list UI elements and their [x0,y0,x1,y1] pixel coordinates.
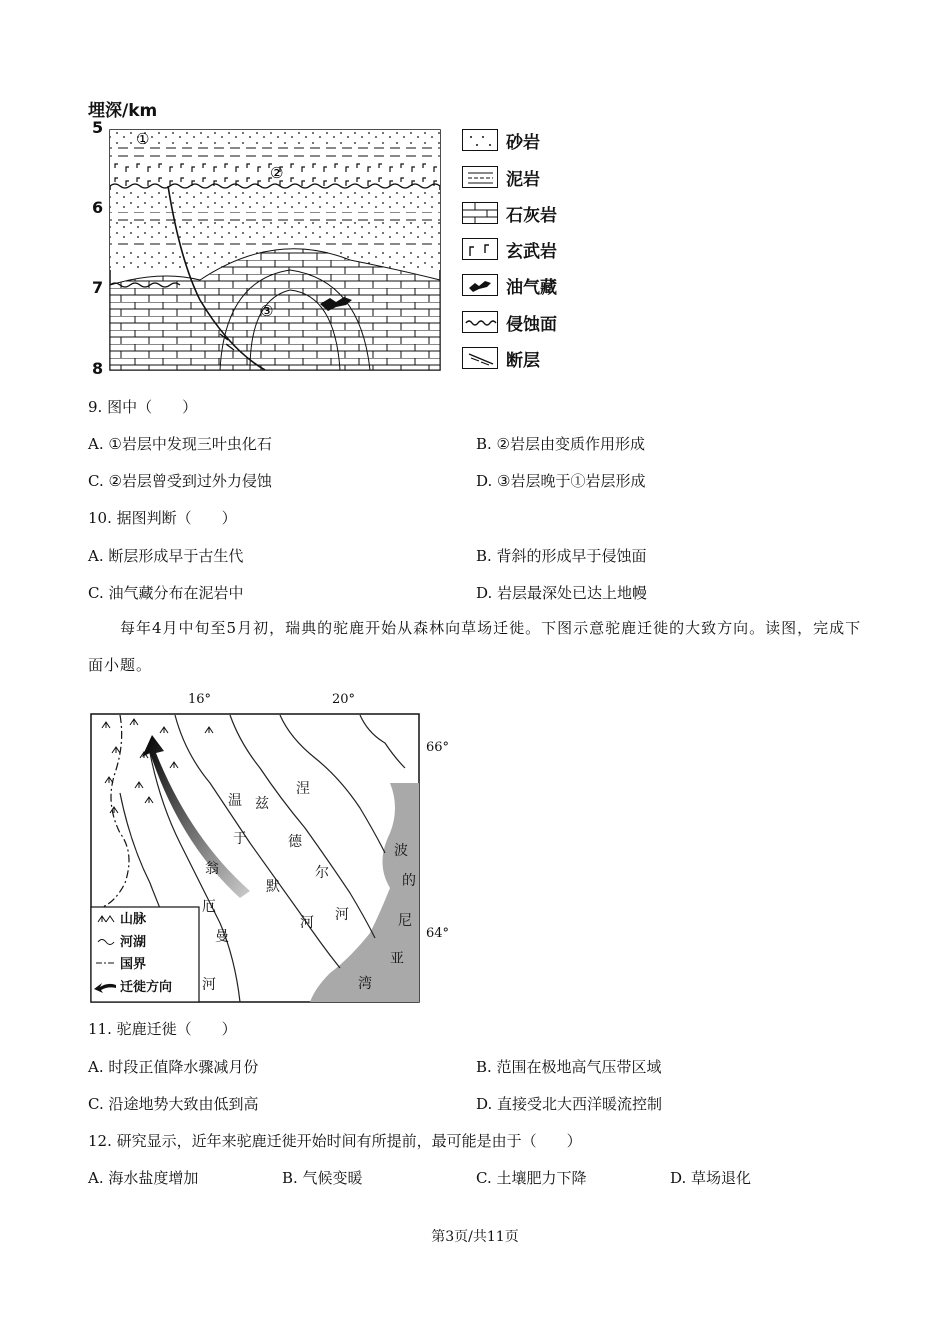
layer-marker-3: ③ [260,302,274,320]
question-11-stem: 11. 驼鹿迁徙（ ） [88,1020,237,1038]
legend-basalt [462,236,557,262]
depth-axis-title: 埋深/km [88,101,158,121]
river-char: 尔 [315,865,329,881]
lon-label-20: 20° [332,692,356,707]
question-12-option-d[interactable]: D. 草场退化 [670,1169,752,1187]
question-9-option-d[interactable]: D. ③岩层晚于①岩层形成 [476,472,646,490]
migration-map [90,713,420,1003]
river-char: 于 [233,831,247,847]
question-9-option-a[interactable]: A. ①岩层中发现三叶虫化石 [88,435,272,453]
question-10-option-c[interactable]: C. 油气藏分布在泥岩中 [88,584,244,602]
sea-char: 尼 [398,913,412,929]
sea-char: 湾 [358,976,372,992]
legend-label: 玄武岩 [506,241,557,262]
river-char: 兹 [255,796,269,812]
lon-label-16: 16° [188,692,212,707]
legend-erosion-surface [462,309,557,335]
depth-tick-8: 8 [92,359,104,378]
basalt-icon [462,238,498,260]
depth-tick-6: 6 [92,198,104,217]
sandstone-icon [462,129,498,151]
sea-char: 波 [394,843,408,859]
legend-label: 石灰岩 [506,205,557,226]
intro-paragraph: 每年4月中旬至5月初，瑞典的驼鹿开始从森林向草场迁徙。下图示意驼鹿迁徙的大致方向。读图，完成下面小题。 [88,619,862,674]
question-9-stem: 9. 图中（ ） [88,398,198,416]
question-10-stem: 10. 据图判断（ ） [88,509,237,527]
map-legend-label: 国界 [120,957,147,972]
map-legend-label: 迁徙方向 [120,980,173,995]
river-char: 河 [300,915,314,931]
question-11-option-c[interactable]: C. 沿途地势大致由低到高 [88,1095,259,1113]
river-char: 河 [202,977,216,993]
legend-label: 侵蚀面 [506,314,557,335]
depth-tick-7: 7 [92,278,104,297]
legend-fault [462,345,540,371]
question-11-option-a[interactable]: A. 时段正值降水骤减月份 [88,1058,259,1076]
fault-icon [462,347,498,369]
river-char: 涅 [296,781,310,797]
lat-label-66: 66° [426,740,450,755]
question-12-option-b[interactable]: B. 气候变暖 [282,1169,363,1187]
river-char: 默 [266,879,280,895]
river-char: 曼 [215,929,229,945]
sea-char: 的 [402,873,416,889]
legend-limestone [462,200,557,226]
limestone-icon [462,202,498,224]
legend-label: 砂岩 [506,132,540,153]
question-11-option-b[interactable]: B. 范围在极地高气压带区域 [476,1058,662,1076]
geology-section [100,120,450,380]
question-10-option-b[interactable]: B. 背斜的形成早于侵蚀面 [476,547,647,565]
question-12-option-c[interactable]: C. 土壤肥力下降 [476,1169,587,1187]
legend-label: 断层 [506,350,540,371]
legend-label: 油气藏 [506,277,557,298]
question-9-option-c[interactable]: C. ②岩层曾受到过外力侵蚀 [88,472,272,490]
lat-label-64: 64° [426,926,450,941]
question-12-stem: 12. 研究显示，近年来驼鹿迁徙开始时间有所提前，最可能是由于（ ） [88,1132,582,1150]
layer-marker-2: ② [270,164,284,182]
legend-oil-gas [462,272,557,298]
mudstone-icon [462,166,498,188]
map-legend-label: 河湖 [120,935,147,950]
question-10-option-d[interactable]: D. 岩层最深处已达上地幔 [476,584,648,602]
legend-mudstone [462,164,540,190]
question-11-option-d[interactable]: D. 直接受北大西洋暖流控制 [476,1095,663,1113]
river-char: 翁 [205,861,219,877]
river-char: 温 [228,793,242,809]
oil-gas-icon [462,274,498,296]
question-9-option-b[interactable]: B. ②岩层由变质作用形成 [476,435,646,453]
legend-label: 泥岩 [506,169,540,190]
question-12-option-a[interactable]: A. 海水盐度增加 [88,1169,199,1187]
map-legend-label: 山脉 [120,912,147,927]
question-10-option-a[interactable]: A. 断层形成早于古生代 [88,547,244,565]
depth-tick-5: 5 [92,118,104,137]
river-char: 河 [335,907,349,923]
sea-char: 亚 [390,951,404,967]
river-char: 德 [288,834,302,850]
erosion-surface-icon [462,311,498,333]
page-footer: 第3页/共11页 [431,1229,519,1245]
layer-marker-1: ① [136,130,150,148]
river-char: 厄 [202,899,216,915]
legend-sandstone [462,127,540,153]
